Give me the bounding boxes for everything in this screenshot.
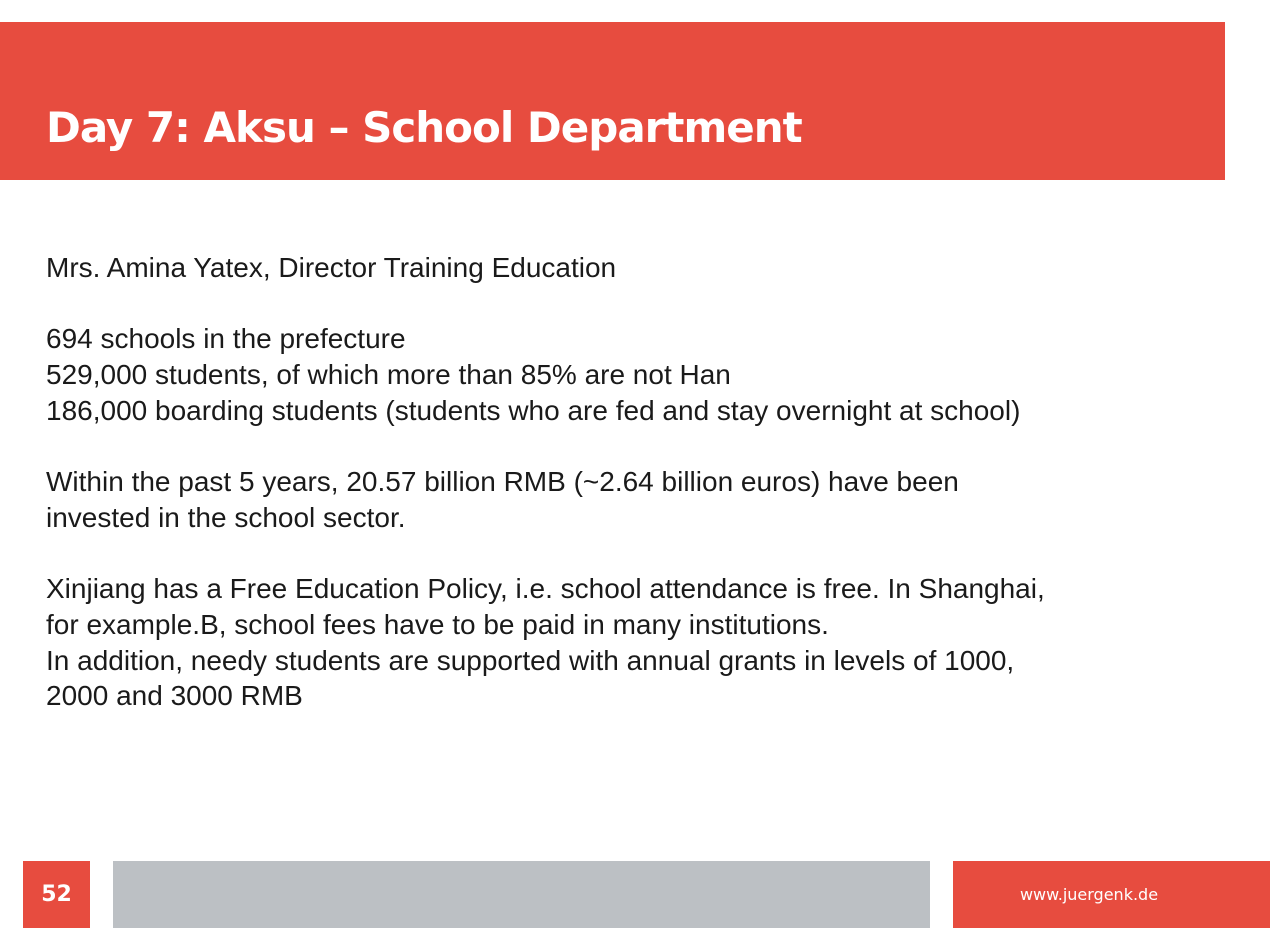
footer-bar	[113, 861, 930, 928]
website-box	[953, 861, 1270, 928]
fact-line: 694 schools in the prefecture	[46, 323, 406, 355]
fact-line: 529,000 students, of which more than 85% are not Han	[46, 359, 731, 391]
investment-line: Within the past 5 years, 20.57 billion RMB (~2.64 billion euros) have been	[46, 466, 959, 498]
paragraph-gap	[46, 536, 1226, 572]
investment-line: invested in the school sector.	[46, 501, 406, 533]
page-number-box	[23, 861, 90, 928]
speaker-line: Mrs. Amina Yatex, Director Training Education	[46, 252, 617, 283]
fact-line: 186,000 boarding students (students who are fed and stay overnight at school)	[46, 394, 1021, 426]
policy-line: Xinjiang has a Free Education Policy, i.e. school attendance is free. In Shanghai,	[46, 573, 1045, 605]
policy-line: for example.B, school fees have to be paid in many institutions.	[46, 608, 829, 640]
policy-line: In addition, needy students are supported with annual grants in levels of 1000,	[46, 644, 1015, 676]
policy-line: 2000 and 3000 RMB	[46, 680, 303, 712]
paragraph-gap	[46, 286, 1226, 322]
slide-title: Day 7: Aksu – School Department	[46, 103, 802, 152]
page-number: 52	[41, 882, 72, 907]
paragraph-gap	[46, 428, 1226, 464]
website-url: www.juergenk.de	[1019, 885, 1159, 904]
slide-body	[46, 250, 1226, 714]
